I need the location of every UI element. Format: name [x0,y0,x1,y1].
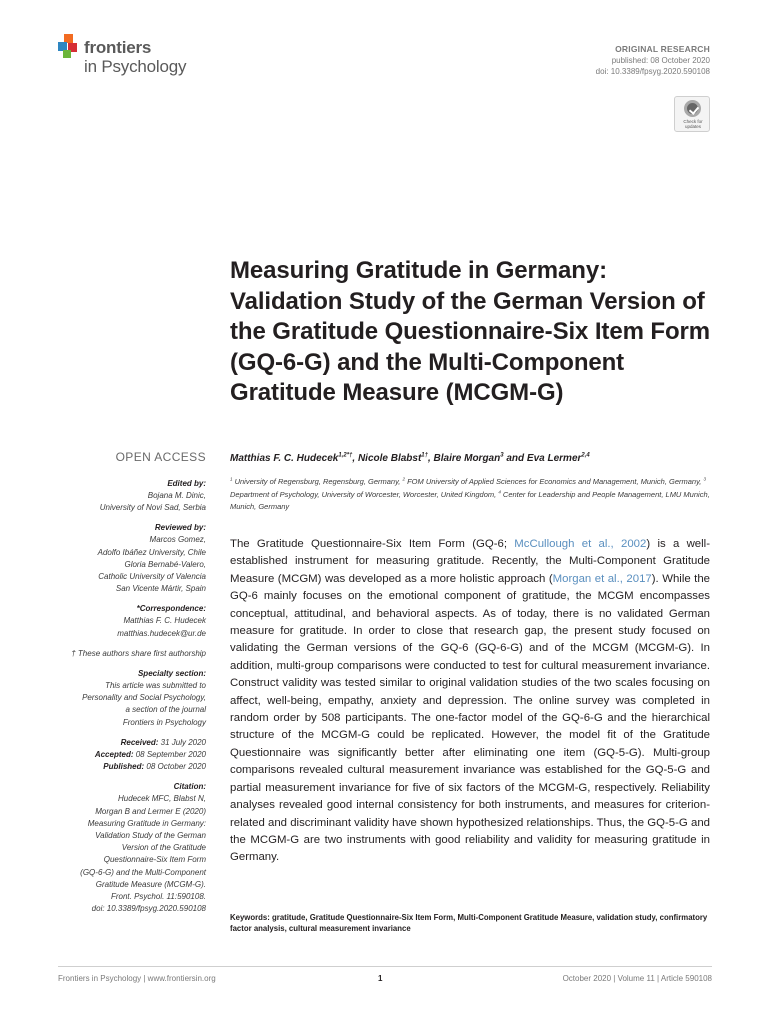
sidebar-line: Adolfo Ibáñez University, Chile [97,547,206,557]
author-name[interactable]: Matthias F. C. Hudecek [230,453,339,464]
author-name[interactable]: Blaire Morgan [433,453,501,464]
page-footer [58,974,712,986]
sidebar-date-value: 08 September 2020 [133,750,206,760]
sidebar-section [40,648,206,660]
sidebar-line: Measuring Gratitude in Germany: [87,818,206,828]
sidebar-date-label: Accepted: [94,750,134,760]
author-affiliation-sup: 3 [500,452,504,459]
citation-link[interactable]: Morgan et al., 2017 [552,572,652,585]
affiliation-sup: 4 [498,489,501,494]
sidebar-section [40,522,206,595]
sidebar-line: Frontiers in Psychology [122,717,206,727]
logo-frontiers-text: frontiers [84,38,152,57]
logo-journal-text: in Psychology [84,57,187,76]
sidebar-date-line [40,749,206,761]
sidebar-line: (GQ-6-G) and the Multi-Component [80,867,206,877]
sidebar-heading: Edited by: [167,479,206,488]
sidebar-line: Bojana M. Dinic, [147,491,206,500]
published-date: published: 08 October 2020 [611,56,710,65]
article-sidebar [40,450,206,923]
sidebar-section [40,781,206,915]
sidebar-date-line [40,737,206,749]
author-affiliation-sup: 1† [421,452,428,459]
article-doi[interactable]: doi: 10.3389/fpsyg.2020.590108 [595,67,710,76]
sidebar-date-value: 31 July 2020 [158,737,206,747]
sidebar-line: doi: 10.3389/fpsyg.2020.590108 [91,904,206,914]
open-access-label: OPEN ACCESS [115,450,206,464]
sidebar-date-label: Published: [103,762,145,772]
sidebar-line: University of Novi Sad, Serbia [99,503,206,513]
author-affiliation-sup: 2,4 [581,452,590,459]
sidebar-sections [40,478,206,923]
sidebar-line: Morgan B and Lermer E (2020) [95,806,206,816]
sidebar-section [40,668,206,729]
sidebar-date-line [40,761,206,773]
author-affiliation-sup: 1,2*† [338,452,353,459]
sidebar-line: Hudecek MFC, Blabst N, [117,794,206,804]
sidebar-line: † These authors share first authorship [71,648,206,658]
article-header-meta [596,44,710,77]
sidebar-line: Front. Psychol. 11:590108. [110,892,206,902]
affiliation-text: Center for Leadership and People Management, LMU Munich, Munich, Germany [230,489,710,511]
affiliation-text: University of Regensburg, Regensburg, Germany, [232,477,403,486]
footer-journal-link[interactable]: Frontiers in Psychology | www.frontiersin.org [58,974,216,983]
sidebar-line: Gratitude Measure (MCGM-G). [95,879,206,889]
affiliation-sup: 2 [402,476,405,482]
citation-link[interactable]: McCullough et al., 2002 [514,538,647,550]
sidebar-line: Matthias F. C. Hudecek [123,616,206,626]
check-for-updates-label: Check for updates [683,119,703,129]
sidebar-line: Version of the Gratitude [121,843,206,853]
sidebar-line: This article was submitted to [105,681,206,691]
sidebar-line: Questionnaire-Six Item Form [103,855,206,865]
sidebar-heading: Reviewed by: [154,523,206,533]
affiliation-sup: 3 [703,476,706,482]
affiliation-text: Department of Psychology, University of Worcester, Worcester, United Kingdom, [230,489,499,499]
article-title: Measuring Gratitude in Germany: Validation Study of the German Version of the Gratitude Questionnaire-Six Item Form (GQ-6-G) and the Multi-Component Gratitude Measure (MCGM-G) [230,257,710,406]
sidebar-line: Personality and Social Psychology, [82,693,206,703]
article-type: ORIGINAL RESEARCH [615,44,710,54]
sidebar-date-label: Received: [120,737,159,747]
sidebar-heading: *Correspondence: [136,604,206,614]
sidebar-line[interactable]: matthias.hudecek@ur.de [117,628,206,638]
author-name[interactable]: Eva Lermer [526,453,582,464]
journal-logo[interactable] [58,34,208,82]
sidebar-line: Marcos Gomez, [149,535,206,545]
abstract-text: ) is a well-established instrument for measuring gratitude. Recently, the Multi-Component Gratitude Measure (MCGM) was developed as a more holistic approach ( [230,538,710,585]
sidebar-heading: Specialty section: [137,669,206,679]
page-number: 1 [378,974,383,983]
affiliations [230,476,712,514]
sidebar-line: San Vicente Mártir, Spain [115,584,206,594]
check-mark-icon [684,100,701,117]
footer-issue-info: October 2020 | Volume 11 | Article 590108 [562,974,712,983]
affiliation-text: FOM University of Applied Sciences for Economics and Management, Munich, Germany, [404,477,704,486]
sidebar-line: Catholic University of Valencia [98,572,206,582]
author-name[interactable]: Nicole Blabst [357,453,422,464]
sidebar-section [40,737,206,774]
sidebar-line: Validation Study of the German [95,831,206,841]
footer-divider [58,966,712,967]
affiliation-sup: 1 [230,476,233,482]
frontiers-logo-icon [58,34,80,58]
sidebar-date-value: 08 October 2020 [144,762,206,772]
abstract-text: ). While the GQ-6 mainly focuses on the emotional component of gratitude, the MCGM encompasses conceptual, attitudinal, and behavioral aspects. As of today, there is no validated German measure for gratitude. In order to close that research gap, the present study focused on validating the German versions of the GQ-6 (GQ-6-G) and of the MCGM (MCGM-G). In addition, multi-group comparisons were conducted to test for cultural measurement invariance. Construct validity was tested similar to original validation studies of the two scales focusing on affect, well-being, empathy, anxiety and depression. The online survey was completed in random order by 508 participants. The one-factor model of the GQ-6-G and the hierarchical structure of the MCGM-G could be replicated. However, the model fit of the Gratitude Questionnaire was significantly better after eliminating one item (GQ-5-G). Multi-group comparisons revealed cultural measurement invariance was established for the GQ-5-G and partial measurement invariance for five of six factors of the MCGM-G, respectively. Reliability analyses revealed good internal consistency for both instruments, and measures for criterion-related and discriminant validity have shown hypothesized relationships. Thus, the GQ-5-G and the MCGM-G are two instruments with good reliability and validity for measuring gratitude in Germany. [230,572,711,864]
sidebar-section [40,603,206,639]
abstract [230,536,710,867]
sidebar-line: a section of the journal [125,705,206,715]
sidebar-heading: Citation: [173,782,206,792]
check-for-updates-button[interactable] [674,96,710,132]
sidebar-section [40,478,206,514]
abstract-text: The Gratitude Questionnaire-Six Item Form (GQ-6; [230,538,515,550]
keywords: Keywords: gratitude, Gratitude Questionnaire-Six Item Form, Multi-Component Gratitude Measure, validation study, confirmatory factor analysis, cultural measurement invariance [230,913,708,933]
sidebar-line: Gloria Bernabé-Valero, [124,559,206,569]
author-list: Matthias F. C. Hudecek$^{1,2*\dagger}$, Nicole Blabst$^{1\dagger}$, Blaire Morgan$^3$ and Eva Lermer$^{2,4}$ [230,452,590,464]
